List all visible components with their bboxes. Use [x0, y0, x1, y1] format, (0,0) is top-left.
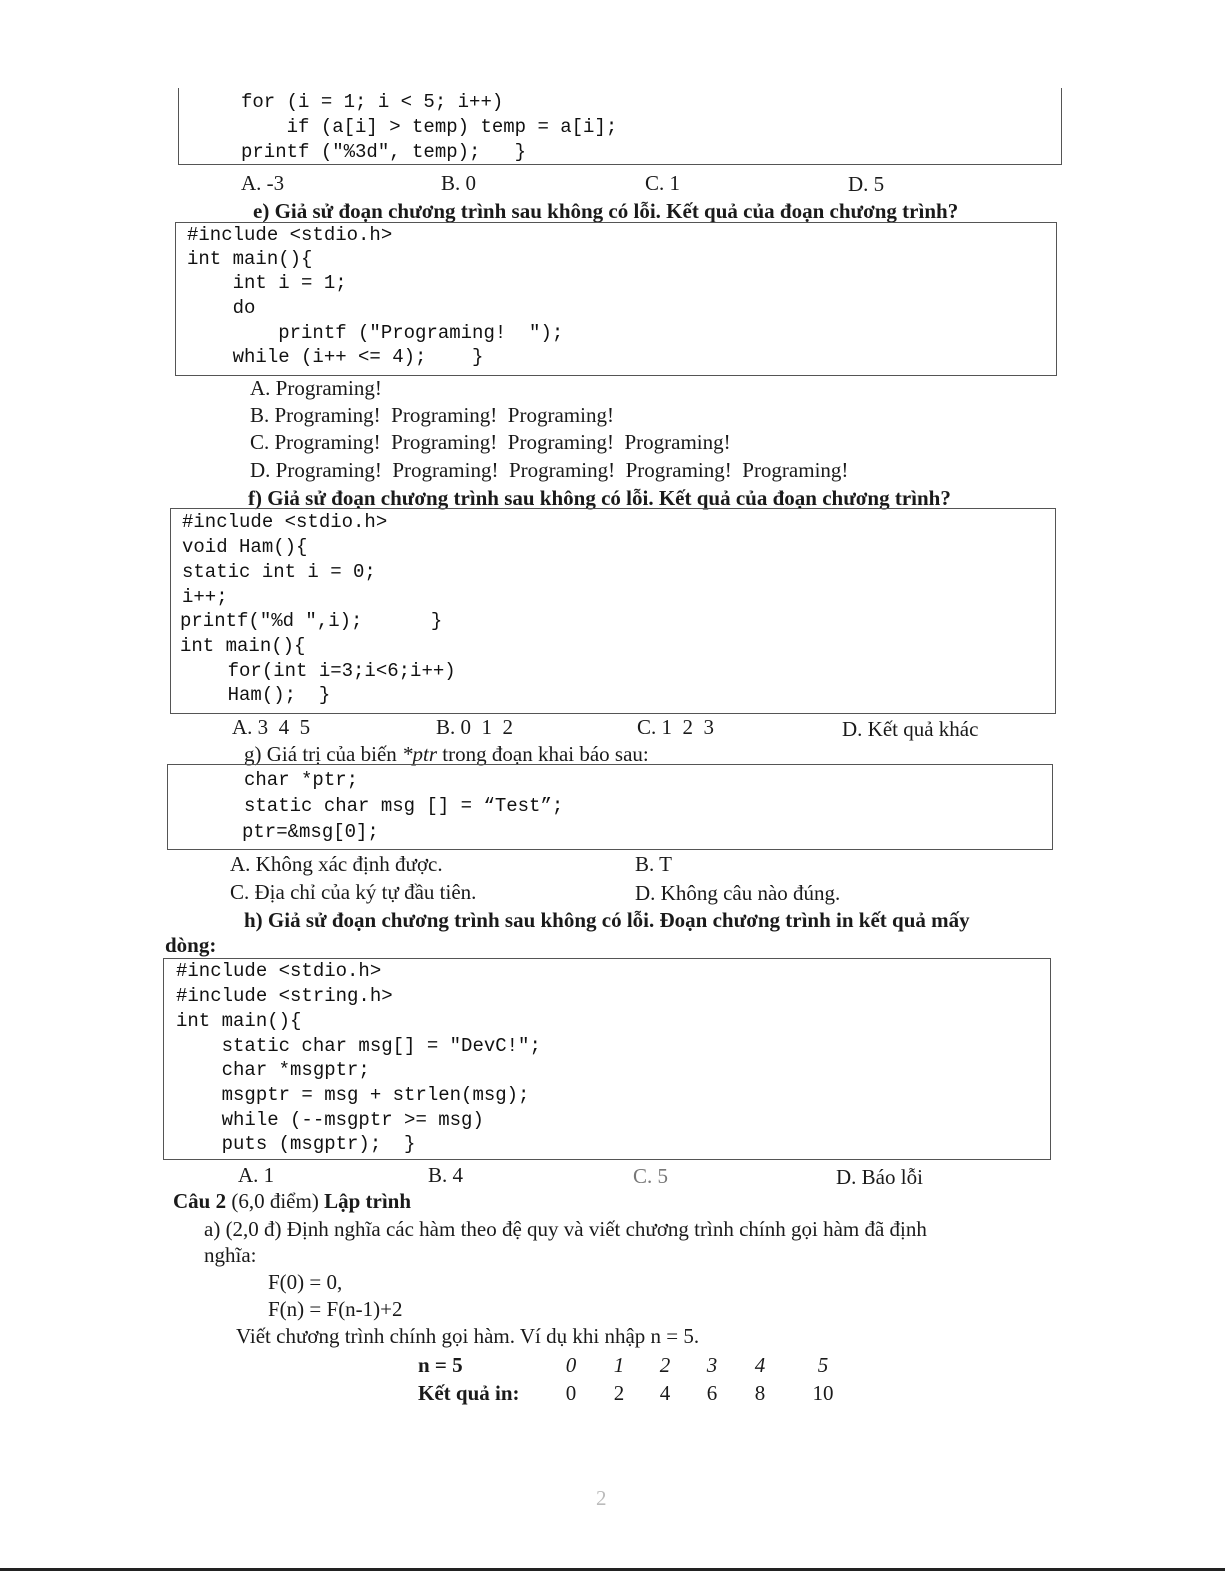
table-n-value: 1 [613, 1353, 625, 1377]
code-line: printf ("%3d", temp); } [241, 141, 527, 163]
table-result-value: 8 [754, 1381, 766, 1405]
code-line: msgptr = msg + strlen(msg); [176, 1084, 530, 1106]
option-b: B. 4 [428, 1163, 464, 1187]
code-line: if (a[i] > temp) temp = a[i]; [241, 116, 618, 138]
option-d: D. Kết quả khác [842, 717, 979, 741]
option-a: A. 1 [238, 1163, 275, 1187]
option-d: D. Báo lỗi [836, 1165, 923, 1189]
option-c: C. 5 [633, 1164, 669, 1188]
code-line: static char msg [] = “Test”; [244, 795, 564, 817]
option-c: C. 1 [645, 171, 681, 195]
option-c: C. 1 2 3 [637, 715, 715, 739]
question-h-line1: h) Giả sử đoạn chương trình sau không có lỗi. Đoạn chương trình in kết quả mấy [244, 908, 970, 932]
code-line: Ham(); } [182, 684, 331, 706]
code-line: char *msgptr; [176, 1059, 370, 1081]
code-line: static char msg[] = "DevC!"; [176, 1035, 541, 1057]
table-result-value: 6 [706, 1381, 718, 1405]
page-number: 2 [596, 1486, 607, 1510]
code-line: int main(){ [176, 1010, 302, 1032]
code-line: #include <stdio.h> [187, 224, 393, 246]
code-line: static int i = 0; [182, 561, 376, 583]
code-line: #include <string.h> [176, 985, 393, 1007]
option-d: D. 5 [848, 172, 885, 196]
code-line: int i = 1; [187, 272, 347, 294]
code-line: i++; [182, 586, 228, 608]
code-line: do [187, 297, 256, 319]
option-a: A. Programing! [250, 376, 382, 400]
option-b: B. Programing! Programing! Programing! [250, 403, 614, 427]
section-heading [173, 1189, 411, 1214]
code-line: for(int i=3;i<6;i++) [182, 660, 456, 682]
table-result-value: 0 [565, 1381, 577, 1405]
table-n-value: 0 [565, 1353, 577, 1377]
table-result-value: 4 [659, 1381, 671, 1405]
option-d: D. Không câu nào đúng. [635, 881, 841, 905]
instruction: Viết chương trình chính gọi hàm. Ví dụ khi nhập n = 5. [236, 1324, 700, 1348]
part-a-line2: nghĩa: [204, 1243, 257, 1267]
code-line: #include <stdio.h> [182, 511, 388, 533]
formula-recursive: F(n) = F(n-1)+2 [268, 1297, 403, 1321]
question-e: e) Giả sử đoạn chương trình sau không có lỗi. Kết quả của đoạn chương trình? [253, 199, 959, 223]
table-n-value: 3 [706, 1353, 718, 1377]
heading-number: Câu 2 [173, 1189, 227, 1213]
heading-topic: Lập trình [324, 1189, 412, 1213]
question-g-suffix: trong đoạn khai báo sau: [437, 742, 649, 766]
table-result-value: 2 [613, 1381, 625, 1405]
option-b: B. T [635, 852, 672, 876]
part-a-line1: a) (2,0 đ) Định nghĩa các hàm theo đệ quy và viết chương trình chính gọi hàm đã định [204, 1217, 927, 1241]
code-line: #include <stdio.h> [176, 960, 382, 982]
table-n-value: 2 [659, 1353, 671, 1377]
question-f: f) Giả sử đoạn chương trình sau không có lỗi. Kết quả của đoạn chương trình? [248, 486, 951, 510]
question-h-line2: dòng: [165, 933, 217, 957]
question-g-variable: *ptr [402, 742, 438, 766]
option-b: B. 0 [441, 171, 477, 195]
option-b: B. 0 1 2 [436, 715, 514, 739]
table-row1-label: n = 5 [418, 1353, 463, 1377]
code-line: printf("%d ",i); } [180, 610, 443, 632]
formula-base: F(0) = 0, [268, 1270, 343, 1294]
heading-points: (6,0 điểm) [226, 1189, 325, 1213]
scan-bottom-edge [0, 1568, 1225, 1571]
table-n-value: 4 [754, 1353, 766, 1377]
code-line: char *ptr; [244, 769, 359, 791]
option-c: C. Địa chỉ của ký tự đầu tiên. [230, 880, 477, 904]
option-a: A. -3 [241, 171, 285, 195]
option-a: A. 3 4 5 [232, 715, 311, 739]
table-result-value: 10 [812, 1381, 834, 1405]
option-a: A. Không xác định được. [230, 852, 443, 876]
table-n-value: 5 [817, 1353, 829, 1377]
table-row2-label: Kết quả in: [418, 1381, 520, 1405]
code-line: while (i++ <= 4); } [187, 346, 484, 368]
question-g-prefix: g) Giá trị của biến [244, 742, 403, 766]
code-line: ptr=&msg[0]; [242, 821, 379, 843]
code-line: int main(){ [187, 248, 313, 270]
option-d: D. Programing! Programing! Programing! Programing! Programing! [250, 458, 849, 482]
code-line: printf ("Programing! "); [187, 322, 564, 344]
code-line: int main(){ [180, 635, 306, 657]
code-line: void Ham(){ [182, 536, 308, 558]
code-line: puts (msgptr); } [176, 1133, 416, 1155]
option-c: C. Programing! Programing! Programing! Programing! [250, 430, 731, 454]
code-line: while (--msgptr >= msg) [176, 1109, 484, 1131]
code-line: for (i = 1; i < 5; i++) [241, 91, 504, 113]
